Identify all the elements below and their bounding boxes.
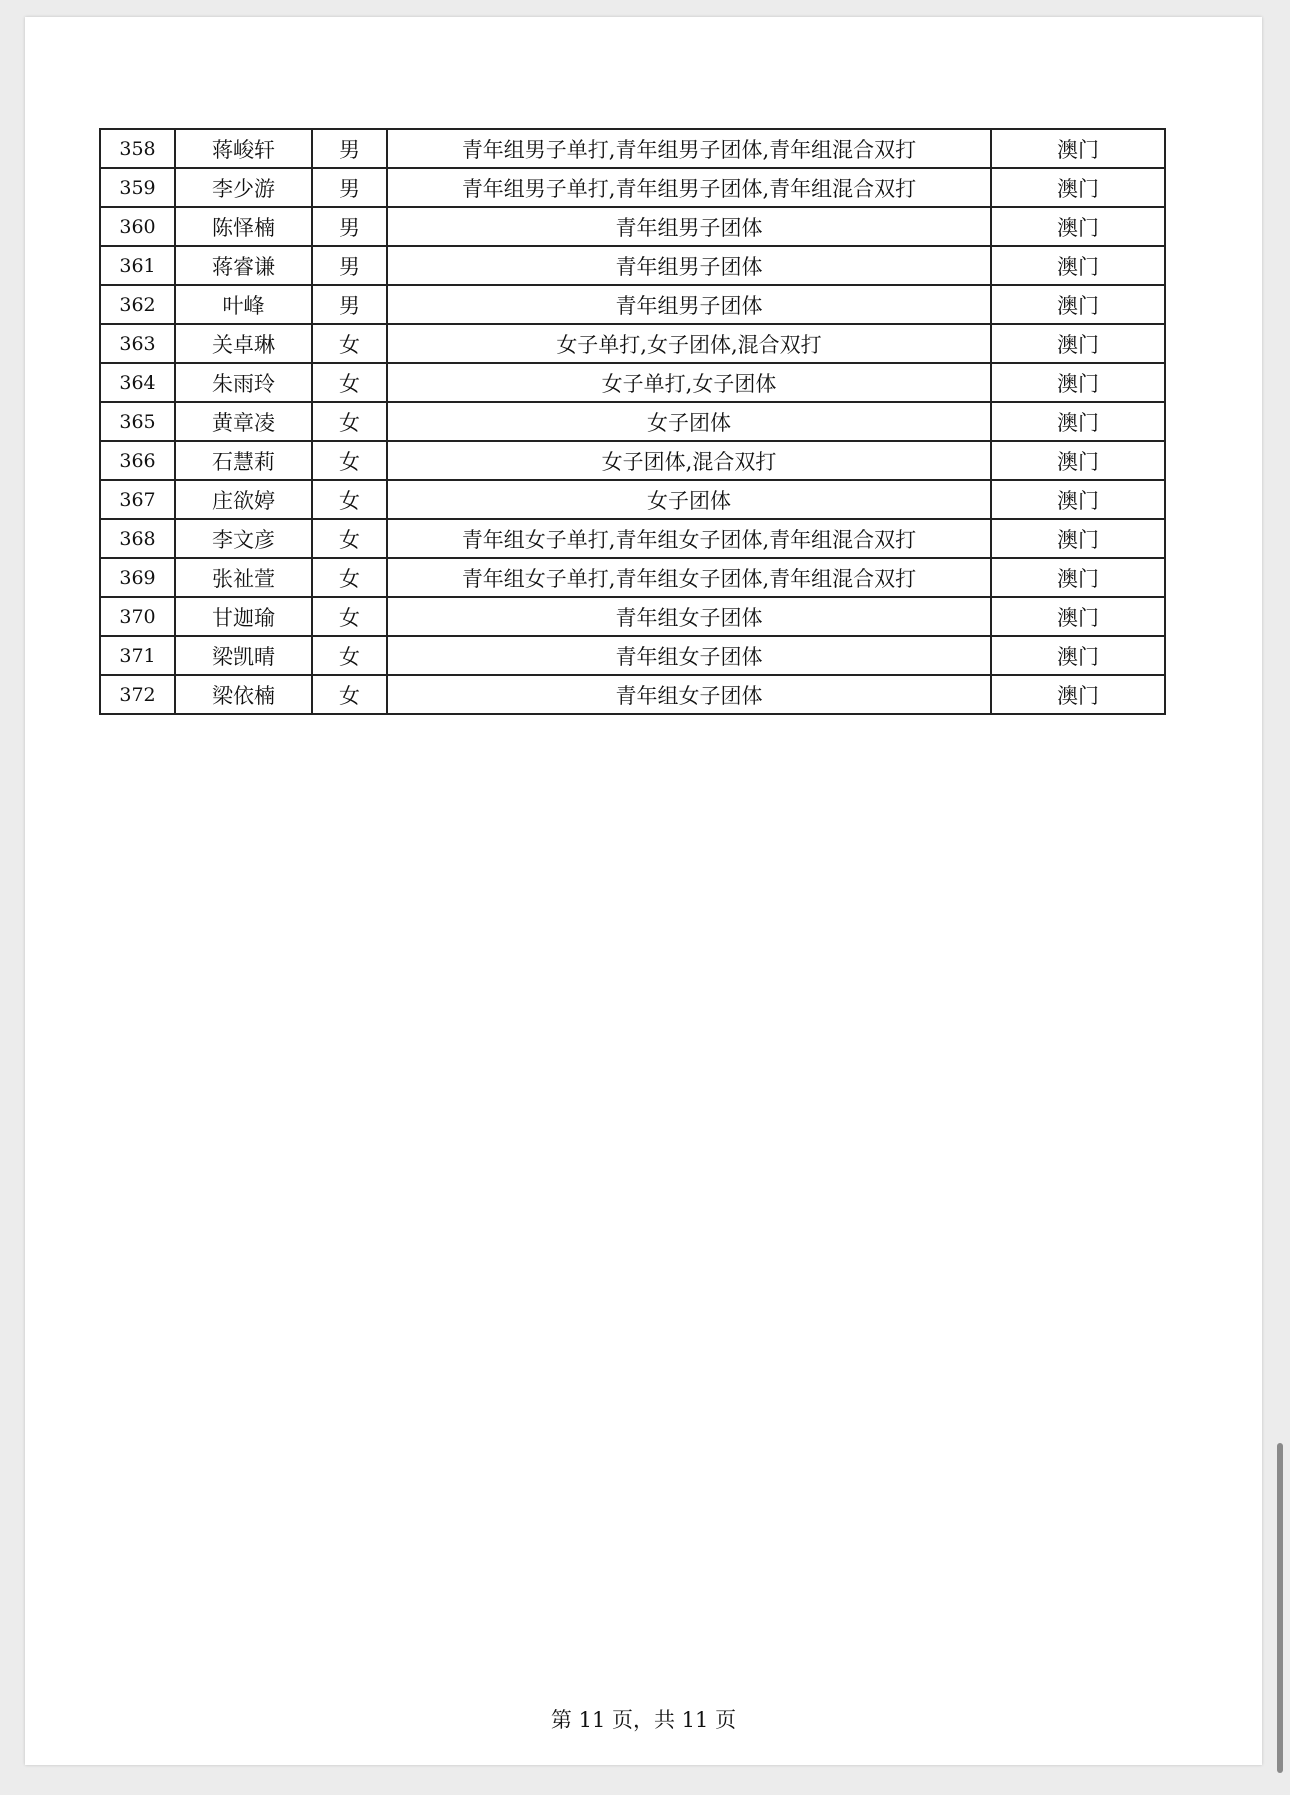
cell-gender: 男 — [312, 168, 387, 207]
cell-gender: 女 — [312, 402, 387, 441]
cell-gender: 男 — [312, 246, 387, 285]
table-row — [100, 285, 1165, 324]
cell-name: 李文彦 — [175, 519, 312, 558]
cell-number: 368 — [100, 519, 175, 558]
cell-region: 澳门 — [991, 675, 1165, 714]
cell-name: 张祉萱 — [175, 558, 312, 597]
cell-name: 蒋峻轩 — [175, 129, 312, 168]
table-row — [100, 324, 1165, 363]
cell-events: 女子单打,女子团体,混合双打 — [387, 324, 991, 363]
table-row — [100, 675, 1165, 714]
cell-number: 366 — [100, 441, 175, 480]
cell-name: 梁依楠 — [175, 675, 312, 714]
cell-events: 女子团体 — [387, 480, 991, 519]
cell-name: 叶峰 — [175, 285, 312, 324]
cell-number: 362 — [100, 285, 175, 324]
page-number: 第 11 页，共 11 页 — [550, 1708, 737, 1732]
cell-name: 朱雨玲 — [175, 363, 312, 402]
cell-name: 关卓琳 — [175, 324, 312, 363]
cell-events: 青年组男子团体 — [387, 207, 991, 246]
athlete-table — [99, 128, 1166, 715]
table-row — [100, 402, 1165, 441]
cell-region: 澳门 — [991, 168, 1165, 207]
cell-region: 澳门 — [991, 363, 1165, 402]
cell-gender: 男 — [312, 129, 387, 168]
cell-number: 363 — [100, 324, 175, 363]
cell-gender: 女 — [312, 636, 387, 675]
cell-gender: 男 — [312, 207, 387, 246]
cell-region: 澳门 — [991, 558, 1165, 597]
cell-events: 青年组男子团体 — [387, 285, 991, 324]
cell-region: 澳门 — [991, 519, 1165, 558]
cell-number: 372 — [100, 675, 175, 714]
cell-region: 澳门 — [991, 402, 1165, 441]
cell-region: 澳门 — [991, 129, 1165, 168]
cell-events: 青年组男子团体 — [387, 246, 991, 285]
cell-events: 青年组男子单打,青年组男子团体,青年组混合双打 — [387, 129, 991, 168]
cell-gender: 女 — [312, 558, 387, 597]
table-row — [100, 441, 1165, 480]
cell-gender: 女 — [312, 363, 387, 402]
cell-name: 庄欲婷 — [175, 480, 312, 519]
cell-gender: 女 — [312, 519, 387, 558]
cell-number: 364 — [100, 363, 175, 402]
cell-events: 女子团体,混合双打 — [387, 441, 991, 480]
table-row — [100, 480, 1165, 519]
cell-name: 陈怿楠 — [175, 207, 312, 246]
cell-region: 澳门 — [991, 285, 1165, 324]
cell-events: 青年组女子团体 — [387, 636, 991, 675]
cell-events: 女子团体 — [387, 402, 991, 441]
cell-number: 361 — [100, 246, 175, 285]
table-row — [100, 558, 1165, 597]
table-row — [100, 168, 1165, 207]
cell-number: 359 — [100, 168, 175, 207]
cell-region: 澳门 — [991, 324, 1165, 363]
cell-region: 澳门 — [991, 636, 1165, 675]
cell-region: 澳门 — [991, 441, 1165, 480]
cell-gender: 女 — [312, 441, 387, 480]
cell-region: 澳门 — [991, 207, 1165, 246]
cell-number: 358 — [100, 129, 175, 168]
cell-name: 石慧莉 — [175, 441, 312, 480]
cell-number: 367 — [100, 480, 175, 519]
table-row — [100, 246, 1165, 285]
table-row — [100, 597, 1165, 636]
cell-gender: 男 — [312, 285, 387, 324]
table-row — [100, 636, 1165, 675]
cell-events: 青年组女子团体 — [387, 597, 991, 636]
cell-events: 青年组女子单打,青年组女子团体,青年组混合双打 — [387, 558, 991, 597]
athlete-table-body — [100, 129, 1165, 714]
vertical-scrollbar[interactable] — [1277, 1443, 1283, 1773]
cell-name: 梁凯晴 — [175, 636, 312, 675]
cell-gender: 女 — [312, 675, 387, 714]
cell-name: 蒋睿谦 — [175, 246, 312, 285]
cell-events: 青年组男子单打,青年组男子团体,青年组混合双打 — [387, 168, 991, 207]
cell-name: 黄章凌 — [175, 402, 312, 441]
cell-region: 澳门 — [991, 597, 1165, 636]
cell-region: 澳门 — [991, 480, 1165, 519]
cell-region: 澳门 — [991, 246, 1165, 285]
cell-events: 女子单打,女子团体 — [387, 363, 991, 402]
cell-number: 371 — [100, 636, 175, 675]
cell-name: 李少游 — [175, 168, 312, 207]
cell-number: 369 — [100, 558, 175, 597]
table-row — [100, 207, 1165, 246]
cell-gender: 女 — [312, 480, 387, 519]
cell-number: 370 — [100, 597, 175, 636]
cell-number: 365 — [100, 402, 175, 441]
table-row — [100, 129, 1165, 168]
cell-events: 青年组女子团体 — [387, 675, 991, 714]
cell-name: 甘迦瑜 — [175, 597, 312, 636]
cell-events: 青年组女子单打,青年组女子团体,青年组混合双打 — [387, 519, 991, 558]
document-page — [25, 17, 1262, 1765]
cell-number: 360 — [100, 207, 175, 246]
table-row — [100, 519, 1165, 558]
cell-gender: 女 — [312, 324, 387, 363]
table-row — [100, 363, 1165, 402]
cell-gender: 女 — [312, 597, 387, 636]
